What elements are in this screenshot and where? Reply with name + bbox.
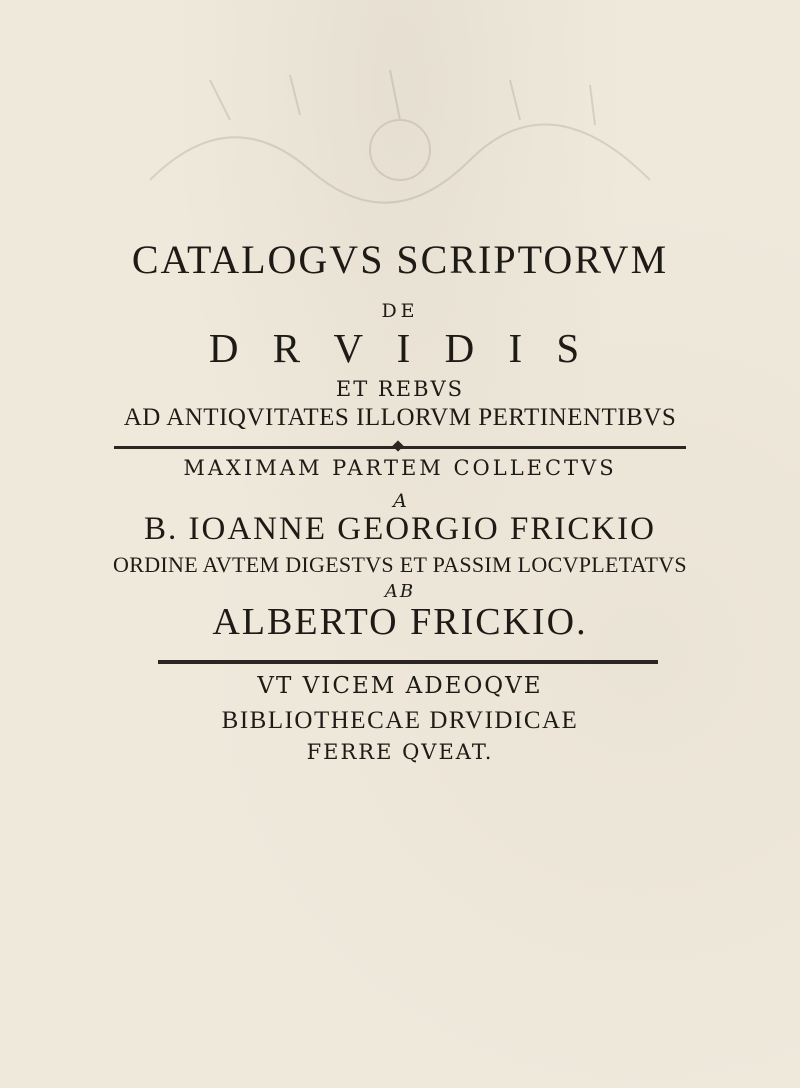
divider-rule-bottom (158, 660, 658, 664)
de-line: DE (381, 300, 419, 322)
ab-line: AB (384, 581, 416, 602)
ferre-line: FERRE QVEAT. (306, 740, 494, 764)
author-ioanne: B. IOANNE GEORGIO FRICKIO (144, 511, 656, 547)
druidis-heading: D R V I D I S (208, 325, 592, 371)
et-rebus-line: ET REBVS (335, 377, 465, 401)
show-through-ornament (90, 60, 710, 210)
ordine-line: ORDINE AVTEM DIGESTVS ET PASSIM LOCVPLETATVS (113, 552, 687, 577)
catalog-title: CATALOGVS SCRIPTORVM (131, 237, 669, 282)
author-alberto: ALBERTO FRICKIO. (212, 601, 588, 643)
vt-vicem-line: VT VICEM ADEOQVE (257, 673, 543, 699)
divider-ornament (392, 440, 403, 451)
bibliothecae-line: BIBLIOTHECAE DRVIDICAE (221, 707, 579, 734)
ad-antiquitates-line: AD ANTIQVITATES ILLORVM PERTINENTIBVS (123, 404, 677, 431)
maximam-line: MAXIMAM PARTEM COLLECTVS (183, 456, 617, 480)
a-line: A (393, 490, 407, 512)
